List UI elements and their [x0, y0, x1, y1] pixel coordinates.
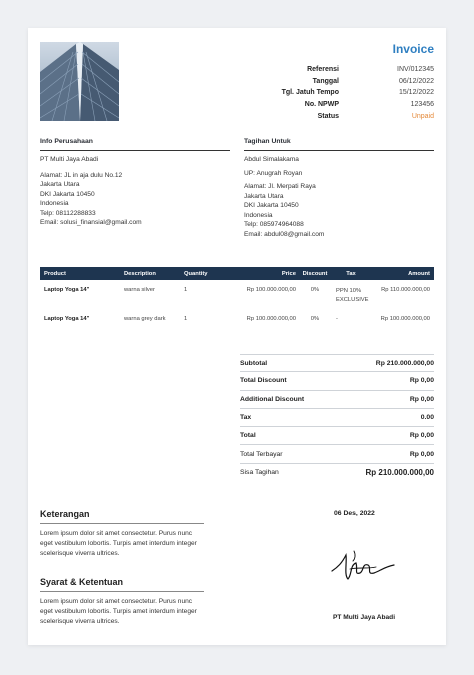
- meta-row-date: [224, 76, 434, 88]
- terms-text: Lorem ipsum dolor sit amet consectetur. Purus nunc eget vestibulum lobortis. Turpis amet interdum integer scelerisque viverra ultrices.: [40, 598, 197, 625]
- meta-value: 123456: [410, 101, 434, 109]
- cell-tax: [330, 287, 372, 305]
- meta-value: 15/12/2022: [398, 89, 434, 97]
- meta-row-status: [224, 110, 434, 122]
- column-header-discount: Discount: [302, 270, 328, 277]
- signature-company: PT Multi Jaya Abadi: [333, 614, 396, 621]
- meta-label: Tgl. Jatuh Tempo: [281, 89, 339, 97]
- summary-label: Total: [240, 432, 256, 440]
- company-address-line: DKI Jakarta 10450: [40, 190, 95, 198]
- company-email: Email: solusi_finansial@gmail.com: [40, 219, 142, 226]
- cell-amount: Rp 100.000.000,00: [380, 316, 430, 322]
- cell-tax-line: PPN 10%: [336, 288, 362, 294]
- company-address-line: Jakarta Utara: [40, 181, 80, 188]
- summary-row-subtotal: [240, 354, 434, 372]
- meta-row-due-date: [224, 87, 434, 99]
- meta-value: INV/012345: [397, 66, 434, 74]
- summary-value: Rp 0,00: [409, 377, 434, 385]
- meta-row-reference: [224, 64, 434, 76]
- customer-address-line: Jakarta Utara: [244, 192, 284, 200]
- summary-value: Rp 0,00: [409, 395, 434, 403]
- summary-value: Rp 210.000.000,00: [375, 359, 434, 367]
- cell-description: warna silver: [124, 287, 155, 293]
- items-table: [40, 267, 434, 332]
- signature-mark: [328, 545, 398, 585]
- summary-row-additional-discount: [240, 391, 434, 409]
- status-badge: Unpaid: [411, 112, 434, 120]
- column-header-tax: Tax: [346, 270, 356, 277]
- summary-value: Rp 0,00: [409, 450, 434, 458]
- column-header-amount: Amount: [408, 270, 430, 277]
- balance-due-value: Rp 210.000.000,00: [365, 468, 434, 478]
- cell-discount: 0%: [310, 316, 320, 322]
- table-row: [40, 310, 434, 332]
- summary-row-tax: [240, 409, 434, 427]
- company-info-heading: Info Perusahaan: [40, 138, 230, 151]
- column-header-description: Description: [124, 270, 156, 277]
- summary-totals: [240, 354, 434, 482]
- invoice-sheet: [28, 28, 446, 645]
- meta-label: Status: [317, 112, 339, 120]
- company-address-line: Indonesia: [40, 200, 69, 207]
- customer-address-line: DKI Jakarta 10450: [244, 202, 299, 209]
- company-logo: [40, 42, 119, 121]
- invoice-title: Invoice: [392, 42, 434, 56]
- summary-label: Total Terbayar: [240, 450, 283, 458]
- customer-name: Abdul Simalakama: [244, 156, 299, 163]
- bill-to-heading: Tagihan Untuk: [244, 138, 434, 151]
- summary-label: Subtotal: [240, 359, 268, 367]
- company-address-line: Alamat: JL in aja dulu No.12: [40, 171, 123, 179]
- summary-label: Total Discount: [240, 377, 287, 385]
- notes-heading: Keterangan: [40, 509, 204, 524]
- table-header: [40, 267, 434, 280]
- summary-row-total-discount: [240, 372, 434, 390]
- summary-label: Additional Discount: [240, 395, 305, 403]
- summary-row-balance-due: [240, 464, 434, 482]
- summary-row-total: [240, 427, 434, 445]
- cell-price: Rp 100.000.000,00: [246, 287, 296, 293]
- column-header-quantity: Quantity: [184, 270, 208, 277]
- summary-label: Sisa Tagihan: [240, 469, 279, 477]
- signature-date: 06 Des, 2022: [334, 510, 375, 517]
- table-row: [40, 280, 434, 310]
- customer-address-line: Indonesia: [244, 211, 273, 219]
- column-header-price: Price: [281, 270, 296, 277]
- cell-tax: -: [336, 316, 338, 322]
- summary-value: Rp 0,00: [409, 432, 434, 440]
- summary-row-total-paid: [240, 445, 434, 463]
- terms-heading: Syarat & Ketentuan: [40, 577, 204, 592]
- customer-phone: Telp: 085974964088: [244, 221, 304, 228]
- meta-row-npwp: [224, 99, 434, 111]
- summary-value: 0.00: [420, 414, 434, 422]
- meta-label: Tanggal: [312, 77, 339, 85]
- notes-section: [40, 509, 204, 559]
- cell-description: warna grey dark: [124, 316, 166, 322]
- customer-address-line: Alamat: Jl. Merpati Raya: [244, 183, 316, 190]
- meta-value: 06/12/2022: [398, 77, 434, 85]
- cell-product: Laptop Yoga 14": [44, 316, 90, 322]
- notes-text: Lorem ipsum dolor sit amet consectetur. Purus nunc eget vestibulum lobortis. Turpis amet interdum integer scelerisque viverra ultrices.: [40, 530, 197, 557]
- cell-amount: Rp 110.000.000,00: [381, 287, 430, 293]
- cell-price: Rp 100.000.000,00: [246, 316, 296, 322]
- company-phone: Telp: 08112288833: [40, 209, 96, 217]
- cell-quantity: 1: [184, 287, 188, 293]
- bill-to: [244, 138, 434, 239]
- meta-label: No. NPWP: [304, 101, 339, 109]
- customer-attention: UP: Anugrah Royan: [244, 169, 303, 177]
- cell-quantity: 1: [184, 316, 188, 322]
- terms-section: [40, 577, 204, 627]
- meta-label: Referensi: [307, 66, 339, 74]
- company-info: [40, 138, 230, 228]
- summary-label: Tax: [240, 414, 252, 422]
- column-header-product: Product: [44, 270, 66, 277]
- customer-email: Email: abdul08@gmail.com: [244, 230, 325, 238]
- cell-discount: 0%: [310, 287, 320, 293]
- cell-product: Laptop Yoga 14": [44, 287, 90, 293]
- company-name: PT Multi Jaya Abadi: [40, 156, 99, 163]
- invoice-meta: [224, 64, 434, 122]
- cell-tax-line: EXCLUSIVE: [336, 297, 369, 303]
